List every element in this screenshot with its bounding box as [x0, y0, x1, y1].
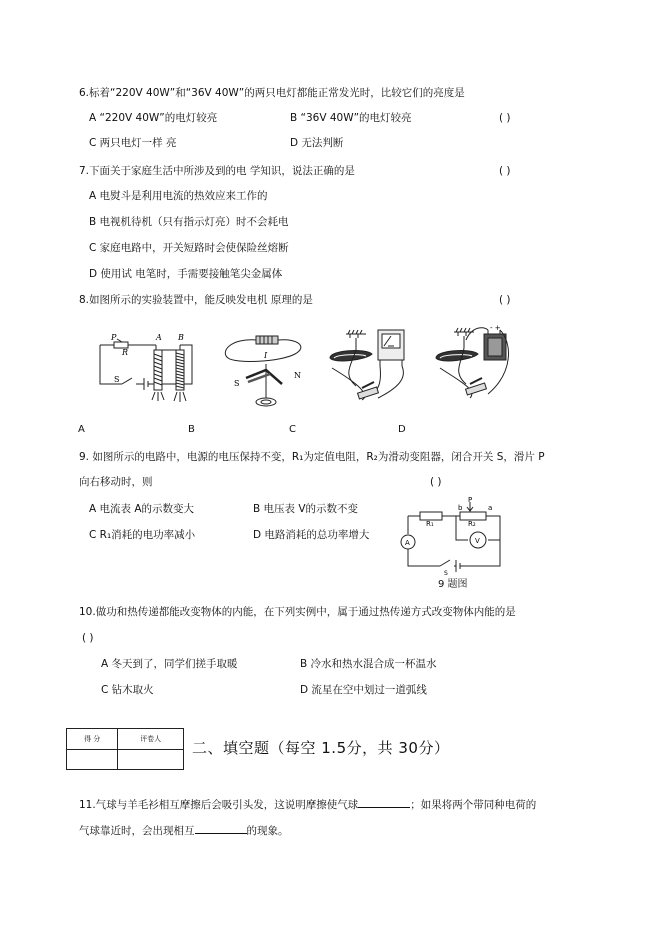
q10-option-c: C 钻木取火	[101, 684, 154, 696]
q6-option-c: C 两只电灯一样 亮	[89, 137, 177, 149]
q9-answer-paren: ( )	[430, 476, 442, 488]
q8-figure-c	[322, 324, 414, 406]
q9-fig-label-a: a	[488, 504, 493, 512]
q8-label-b: B	[188, 424, 195, 435]
q7-option-b: B 电视机待机（只有指示灯亮）时不会耗电	[89, 216, 289, 228]
q7-option-c: C 家庭电路中，开关短路时会使保险丝熔断	[89, 242, 289, 254]
q10-answer-paren: ( )	[82, 632, 94, 644]
q9-fig-switch: S	[444, 570, 448, 576]
grader-header: 评卷人	[118, 729, 184, 750]
fig-a-label-s: S	[114, 375, 120, 384]
grader-cell	[118, 749, 184, 770]
q11-line1	[79, 796, 536, 812]
q6-stem: 6.标着“220V 40W”和“36V 40W”的两只电灯都能正常发光时，比较它们的亮度是	[79, 87, 465, 99]
q9-fig-label-p: P	[468, 496, 473, 504]
q11-part3: 气球靠近时，会出现相互	[79, 825, 195, 837]
q7-stem: 7.下面关于家庭生活中所涉及到的电 学知识，说法正确的是	[79, 165, 355, 177]
q10-option-b: B 冷水和热水混合成一杯温水	[300, 658, 437, 670]
q9-option-b: B 电压表 V的示数不变	[253, 503, 359, 515]
q11-blank-2	[195, 822, 247, 834]
q9-fig-label-b: b	[458, 504, 463, 512]
q8-label-c: C	[289, 424, 296, 435]
q9-circuit-figure	[400, 496, 508, 576]
q11-line2	[79, 822, 289, 838]
svg-text:- +: - +	[490, 324, 501, 332]
q8-label-a: A	[78, 424, 85, 435]
fig-b-label-i: I	[264, 351, 268, 360]
fig-a-label-r: R	[122, 348, 129, 357]
section-2-title: 二、填空题（每空 1.5分，共 30分）	[192, 739, 450, 757]
q8-figure-d	[432, 322, 516, 404]
q9-figure-caption: 9 题图	[438, 579, 468, 590]
q6-option-a: A “220V 40W”的电灯较亮	[89, 112, 218, 124]
fig-a-label-a: A	[156, 333, 162, 342]
q11-part2: ；如果将两个带同种电荷的	[410, 799, 537, 811]
q7-option-a: A 电熨斗是利用电流的热效应来工作的	[89, 190, 268, 202]
q11-blank-1	[358, 796, 410, 808]
fig-b-label-s: S	[234, 379, 240, 388]
q8-label-d: D	[398, 424, 406, 435]
q10-stem: 10.做功和热传递都能改变物体的内能，在下列实例中，属于通过热传递方式改变物体内能的是	[79, 606, 516, 618]
q10-option-a: A 冬天到了，同学们搓手取暖	[101, 658, 238, 670]
q9-option-c: C R₁消耗的电功率减小	[89, 529, 196, 541]
q9-option-a: A 电流表 A的示数变大	[89, 503, 195, 515]
fig-b-label-n: N	[294, 371, 301, 380]
q7-option-d: D 使用试 电笔时，手需要接触笔尖金属体	[89, 268, 283, 280]
q9-stem-line1: 9. 如图所示的电路中，电源的电压保持不变，R₁为定值电阻，R₂为滑动变阻器，闭合开关 S，滑片 P	[79, 451, 545, 463]
q8-stem: 8.如图所示的实验装置中，能反映发电机 原理的是	[79, 294, 313, 306]
q6-answer-paren: ( )	[499, 112, 511, 124]
q9-fig-voltmeter: V	[475, 537, 480, 545]
q9-fig-label-r1: R₁	[426, 520, 434, 528]
q10-option-d: D 流星在空中划过一道弧线	[300, 684, 427, 696]
q7-answer-paren: ( )	[499, 165, 511, 177]
q9-fig-label-r2: R₂	[468, 520, 476, 528]
q9-stem-line2: 向右移动时，则	[79, 476, 153, 488]
score-table	[66, 728, 184, 770]
q6-option-b: B “36V 40W”的电灯较亮	[290, 112, 412, 124]
q9-option-d: D 电路消耗的总功率增大	[253, 529, 370, 541]
q8-answer-paren: ( )	[499, 294, 511, 306]
q8-figure-b	[220, 332, 310, 410]
score-header: 得 分	[67, 729, 118, 750]
q6-option-d: D 无法判断	[290, 137, 344, 149]
q11-part4: 的现象。	[246, 825, 289, 837]
q11-part1: 11.气球与羊毛衫相互摩擦后会吸引头发，这说明摩擦使气球	[79, 799, 359, 811]
fig-a-label-p: P	[111, 333, 117, 342]
fig-a-label-b: B	[178, 333, 184, 342]
q9-fig-ammeter: A	[405, 539, 410, 547]
score-cell	[67, 749, 118, 770]
q8-figure-a	[92, 330, 198, 410]
